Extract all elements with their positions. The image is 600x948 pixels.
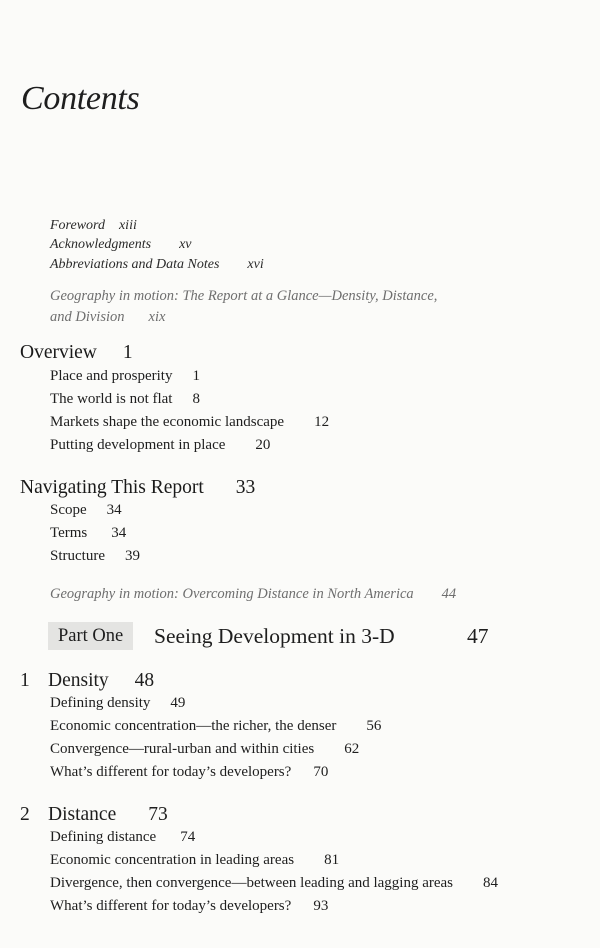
section-page: 33 (235, 477, 256, 498)
part-label: Part One (48, 622, 133, 650)
toc-item-label: Economic concentration—the richer, the denser (50, 718, 337, 734)
toc-item (50, 368, 200, 385)
toc-item (50, 502, 122, 519)
geography-in-motion-entry (50, 584, 456, 605)
section-title: Overview (20, 342, 97, 363)
front-item-label: Foreword (50, 218, 105, 233)
toc-item (50, 852, 339, 869)
toc-item-page: 84 (483, 875, 499, 891)
chapter-page: 48 (134, 670, 155, 691)
toc-item-label: Terms (50, 525, 88, 541)
toc-item-label: Putting development in place (50, 437, 226, 453)
front-item-page: xv (179, 237, 192, 252)
gim-line1: Geography in motion: The Report at a Glance—Density, Distance, (50, 288, 438, 304)
front-item-label: Acknowledgments (50, 237, 152, 252)
front-item-acknowledgments (50, 237, 192, 253)
toc-item (50, 875, 498, 892)
toc-item (50, 414, 329, 431)
front-item-label: Abbreviations and Data Notes (50, 257, 220, 272)
section-page: 1 (122, 342, 133, 363)
toc-item-page: 1 (192, 368, 200, 384)
toc-item-label: What’s different for today’s developers? (50, 764, 292, 780)
show-through-decoration (150, 36, 430, 96)
toc-item-label: Markets shape the economic landscape (50, 414, 285, 430)
chapter-number: 1 (20, 670, 30, 691)
toc-item (50, 829, 195, 846)
toc-item (50, 898, 328, 915)
front-item-abbreviations (50, 257, 264, 273)
front-item-page: xvi (247, 257, 264, 272)
chapter-title-density (48, 670, 154, 692)
toc-item (50, 437, 270, 454)
page-title: Contents (21, 80, 140, 117)
toc-item-page: 20 (255, 437, 271, 453)
toc-item (50, 718, 381, 735)
toc-item (50, 391, 200, 408)
gim-label: Geography in motion: Overcoming Distance in North America (50, 586, 414, 602)
toc-item-label: The world is not flat (50, 391, 173, 407)
toc-item-page: 56 (366, 718, 382, 734)
toc-item-page: 34 (111, 525, 127, 541)
toc-item-label: Place and prosperity (50, 368, 173, 384)
toc-item-label: Convergence—rural-urban and within cities (50, 741, 315, 757)
toc-item-page: 74 (180, 829, 196, 845)
section-title: Navigating This Report (20, 477, 204, 498)
chapter-number: 2 (20, 804, 30, 825)
toc-item-label: What’s different for today’s developers? (50, 898, 292, 914)
toc-item-label: Defining distance (50, 829, 157, 845)
toc-item (50, 695, 185, 712)
toc-item-label: Structure (50, 548, 105, 564)
toc-item-page: 39 (124, 548, 140, 564)
toc-item-label: Divergence, then convergence—between leading and lagging areas (50, 875, 454, 891)
gim-page: 44 (441, 586, 457, 602)
toc-item-page: 81 (324, 852, 340, 868)
section-navigating (20, 477, 255, 499)
toc-item-label: Defining density (50, 695, 151, 711)
toc-item-page: 70 (313, 764, 329, 780)
toc-item (50, 764, 328, 781)
section-overview (20, 342, 133, 364)
front-item-foreword (50, 218, 137, 234)
toc-item (50, 741, 359, 758)
toc-item-page: 8 (192, 391, 200, 407)
toc-item-page: 49 (170, 695, 186, 711)
toc-item-label: Economic concentration in leading areas (50, 852, 295, 868)
toc-item-page: 34 (106, 502, 122, 518)
gim-page: xix (148, 309, 166, 325)
chapter-title-distance (48, 804, 168, 826)
chapter-page: 73 (148, 804, 168, 825)
toc-item-label: Scope (50, 502, 87, 518)
toc-item-page: 12 (314, 414, 330, 430)
toc-item (50, 548, 140, 565)
chapter-title: Distance (48, 804, 117, 825)
part-page: 47 (467, 624, 489, 648)
part-title: Seeing Development in 3-D (154, 624, 395, 648)
chapter-title: Density (48, 670, 109, 691)
geography-in-motion-entry (50, 286, 437, 328)
gim-line2: and Division (50, 309, 125, 325)
front-item-page: xiii (118, 218, 137, 233)
toc-item (50, 525, 126, 542)
toc-item-page: 93 (313, 898, 329, 914)
toc-item-page: 62 (344, 741, 360, 757)
